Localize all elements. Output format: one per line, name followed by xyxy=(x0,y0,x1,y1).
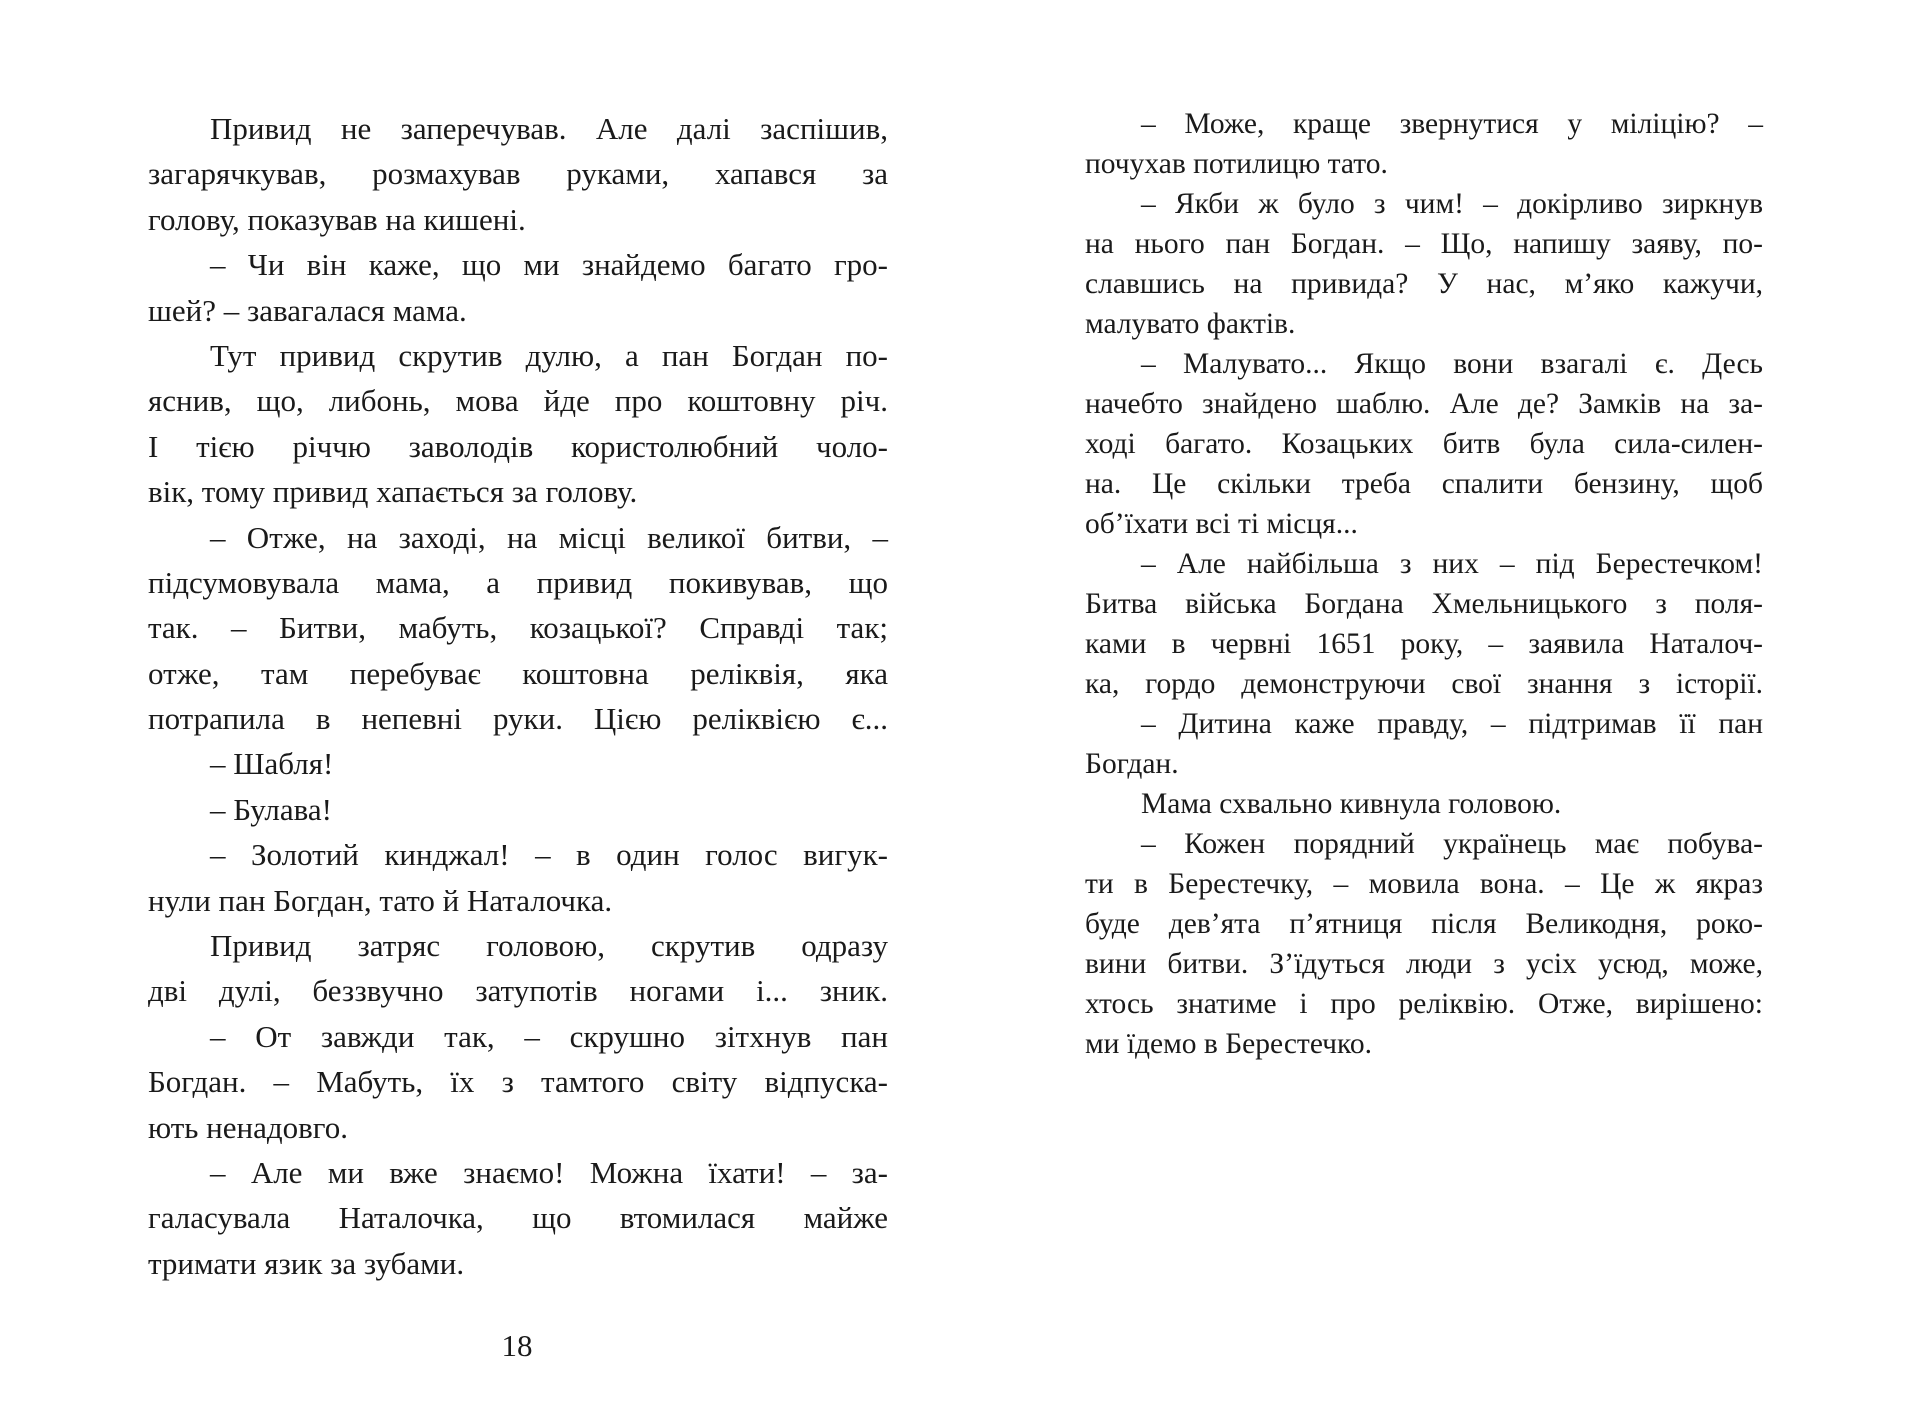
text-line: почухав потилицю тато. xyxy=(1085,148,1388,180)
text-line: шей? – завагалася мама. xyxy=(148,292,467,328)
text-line: галасувала Наталочка, що втомилася майже xyxy=(148,1200,888,1236)
text-line: І тією річчю заволодів користолюбний чоло- xyxy=(148,428,888,464)
text-line: ками в червні 1651 року, – заявила Наталоч- xyxy=(1085,628,1763,660)
text-line: ють ненадовго. xyxy=(148,1109,348,1145)
text-line: Мама схвально кивнула головою. xyxy=(1141,788,1562,820)
text-line: ка, гордо демонструючи свої знання з історії. xyxy=(1085,668,1763,700)
text-line: – Булава! xyxy=(210,791,332,827)
text-line: – Малувато... Якщо вони взагалі є. Десь xyxy=(1141,348,1763,380)
text-line: нули пан Богдан, тато й Наталочка. xyxy=(148,882,613,918)
text-line: голову, показував на кишені. xyxy=(148,201,526,237)
text-line: на нього пан Богдан. – Що, напишу заяву, по- xyxy=(1085,228,1763,260)
text-line: ми їдемо в Берестечко. xyxy=(1085,1028,1372,1060)
left-page-text xyxy=(148,106,888,1286)
page-number: 18 xyxy=(501,1328,533,1363)
text-line: отже, там перебуває коштовна реліквія, яка xyxy=(148,655,888,691)
text-line: Богдан. xyxy=(1085,748,1179,780)
text-line: – От завжди так, – скрушно зітхнув пан xyxy=(210,1018,888,1054)
text-line: Тут привид скрутив дулю, а пан Богдан по- xyxy=(210,337,888,373)
text-line: – Золотий кинджал! – в один голос вигук- xyxy=(210,837,888,873)
text-line: потрапила в непевні руки. Цією реліквією є... xyxy=(148,701,888,737)
text-line: – Але ми вже знаємо! Можна їхати! – за- xyxy=(210,1154,888,1190)
text-line: – Якби ж було з чим! – докірливо зиркнув xyxy=(1141,188,1763,220)
text-line: буде дев’ята п’ятниця після Великодня, роко- xyxy=(1085,908,1763,940)
text-line: – Але найбільша з них – під Берестечком! xyxy=(1141,548,1763,580)
text-line: малувато фактів. xyxy=(1085,308,1296,340)
text-line: Привид затряс головою, скрутив одразу xyxy=(210,928,888,964)
text-line: так. – Битви, мабуть, козацької? Справді так; xyxy=(148,610,888,646)
text-line: Привид не заперечував. Але далі заспішив, xyxy=(210,111,888,146)
text-line: вини битви. З’їдуться люди з усіх усюд, може, xyxy=(1085,948,1763,980)
text-line: ході багато. Козацьких битв була сила-силен- xyxy=(1085,428,1763,460)
text-line: ти в Берестечку, – мовила вона. – Це ж якраз xyxy=(1085,868,1763,900)
text-line: підсумовувала мама, а привид покивував, що xyxy=(148,564,888,600)
text-line: на. Це скільки треба спалити бензину, щоб xyxy=(1085,468,1763,500)
text-line: Богдан. – Мабуть, їх з тамтого світу відпуска- xyxy=(148,1064,888,1100)
text-line: начебто знайдено шаблю. Але де? Замків на за- xyxy=(1085,388,1763,420)
text-line: – Чи він каже, що ми знайдемо багато гро- xyxy=(210,247,888,283)
text-line: – Кожен порядний українець має побува- xyxy=(1141,828,1763,860)
text-line: дві дулі, беззвучно затупотів ногами і... зник. xyxy=(148,973,888,1009)
text-line: хтось знатиме і про реліквію. Отже, вирішено: xyxy=(1085,988,1763,1020)
text-line: – Шабля! xyxy=(210,746,334,782)
text-line: славшись на привида? У нас, м’яко кажучи, xyxy=(1085,268,1763,300)
text-line: – Отже, на заході, на місці великої битви, – xyxy=(210,519,888,555)
text-line: вік, тому привид хапається за голову. xyxy=(148,474,638,510)
text-line: тримати язик за зубами. xyxy=(148,1245,465,1281)
text-line: загарячкував, розмахував руками, хапався за xyxy=(148,156,888,192)
text-line: об’їхати всі ті місця... xyxy=(1085,508,1358,540)
text-line: – Дитина каже правду, – підтримав її пан xyxy=(1141,708,1763,740)
text-line: Битва війська Богдана Хмельницького з поля- xyxy=(1085,588,1763,620)
text-line: – Може, краще звернутися у міліцію? – xyxy=(1141,108,1763,140)
right-page-text xyxy=(1085,104,1763,1064)
text-line: яснив, що, либонь, мова йде про коштовну річ. xyxy=(148,383,888,419)
